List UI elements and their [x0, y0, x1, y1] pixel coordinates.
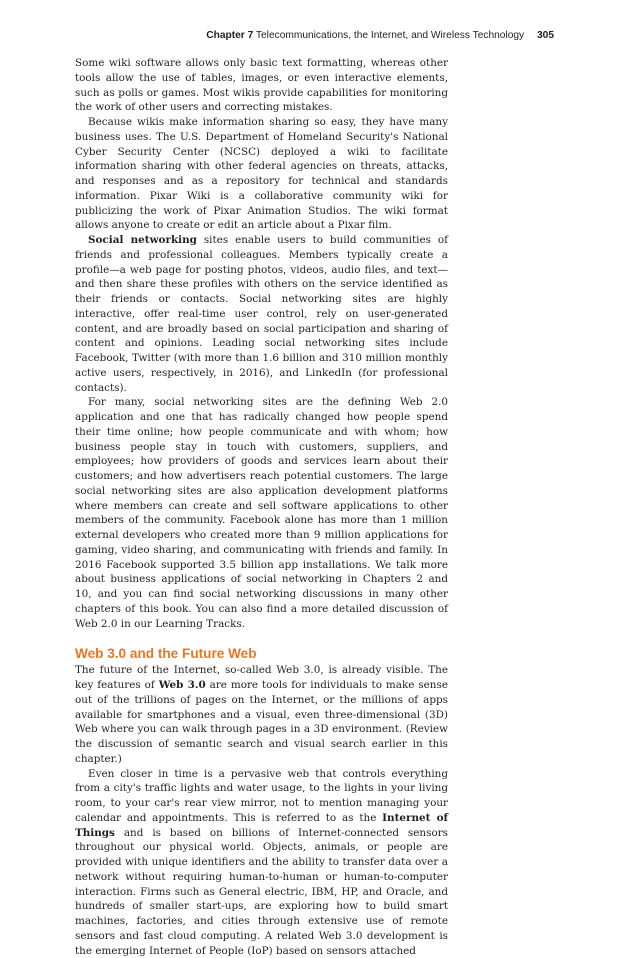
- paragraph-internet-of-things: [75, 767, 448, 958]
- paragraph-web20-application: For many, social networking sites are the defining Web 2.0 application and one that has radically changed how people spend their time online; how people communicate and with whom; how business people stay in touch with customers, suppliers, and employees; how providers of goods and services learn about their customers; and how advertisers reach potential customers. The large social networking sites are also application development platforms where members can create and sell software applications to other members of the community. Facebook alone has more than 1 million external developers who created more than 9 million applications for gaming, video sharing, and communicating with friends and family. In 2016 Facebook supported 3.5 billion app installations. We talk more about business applications of social networking in Chapters 2 and 10, and you can find social networking discussions in many other chapters of this book. You can also find a more detailed discussion of Web 2.0 in our Learning Tracks.: [75, 395, 448, 631]
- chapter-label: Chapter 7: [206, 30, 253, 41]
- term-web30: Web 3.0: [159, 679, 206, 691]
- section-heading-web30: Web 3.0 and the Future Web: [75, 645, 448, 662]
- paragraph-web30-text-b: are more tools for individuals to make sense out of the trillions of pages on the Internet, or the millions of apps available for smartphones and a visual, even three-dimensional (3D) Web where you can walk through pages in a 3D environment. (Review the discussion of semantic search and visual search earlier in this chapter.): [75, 679, 448, 765]
- running-head: [206, 30, 554, 41]
- body-text: [75, 56, 448, 958]
- paragraph-wiki-business-uses: Because wikis make information sharing so easy, they have many business uses. The U.S. Department of Homeland Security's National Cyber Security Center (NCSC) deployed a wiki to facilitate information sharing with other federal agencies on threats, attacks, and responses and as a repository for technical and standards information. Pixar Wiki is a collaborative community wiki for publicizing the work of Pixar Animation Studios. The wiki format allows anyone to create or edit an article about a Pixar film.: [75, 115, 448, 233]
- paragraph-social-networking-text: sites enable users to build communities of friends and professional colleagues. Members typically create a profile—a web page for posting photos, videos, audio files, and text—and then share these profiles with others on the service identified as their friends or contacts. Social networking sites are highly interactive, offer real-time user control, rely on user-generated content, and are broadly based on social participation and sharing of content and opinions. Leading social networking sites include Facebook, Twitter (with more than 1.6 billion and 310 million monthly active users, respectively, in 2016), and LinkedIn (for professional contacts).: [75, 234, 448, 394]
- paragraph-wiki-software: Some wiki software allows only basic text formatting, whereas other tools allow the use of tables, images, or even interactive elements, such as polls or games. Most wikis provide capabilities for monitoring the work of other users and correcting mistakes.: [75, 56, 448, 115]
- paragraph-iot-text-a: Even closer in time is a pervasive web that controls everything from a city's traffic lights and water usage, to the lights in your living room, to your car's rear view mirror, not to mention managing your calendar and appointments. This is referred to as the: [75, 768, 448, 824]
- term-social-networking: Social networking: [88, 234, 197, 246]
- chapter-title: Telecommunications, the Internet, and Wireless Technology: [256, 30, 524, 41]
- paragraph-web30-text-a: The future of the Internet, so-called Web 3.0, is already visible. The key features of: [75, 664, 448, 691]
- term-internet-of-things: Internet of Things: [75, 812, 448, 839]
- paragraph-iot-text-b: and is based on billions of Internet-connected sensors throughout our physical world. Objects, animals, or people are provided with unique identifiers and the ability to transfer data over a network without requiring human-to-human or human-to-computer interaction. Firms such as General electric, IBM, HP, and Oracle, and hundreds of smaller start-ups, are exploring how to build smart machines, factories, and cities through extensive use of remote sensors and fast cloud computing. A related Web 3.0 development is the emerging Internet of People (IoP) based on sensors attached: [75, 827, 448, 957]
- paragraph-web30-future: [75, 663, 448, 766]
- paragraph-social-networking: [75, 233, 448, 395]
- page-number: 305: [537, 30, 554, 41]
